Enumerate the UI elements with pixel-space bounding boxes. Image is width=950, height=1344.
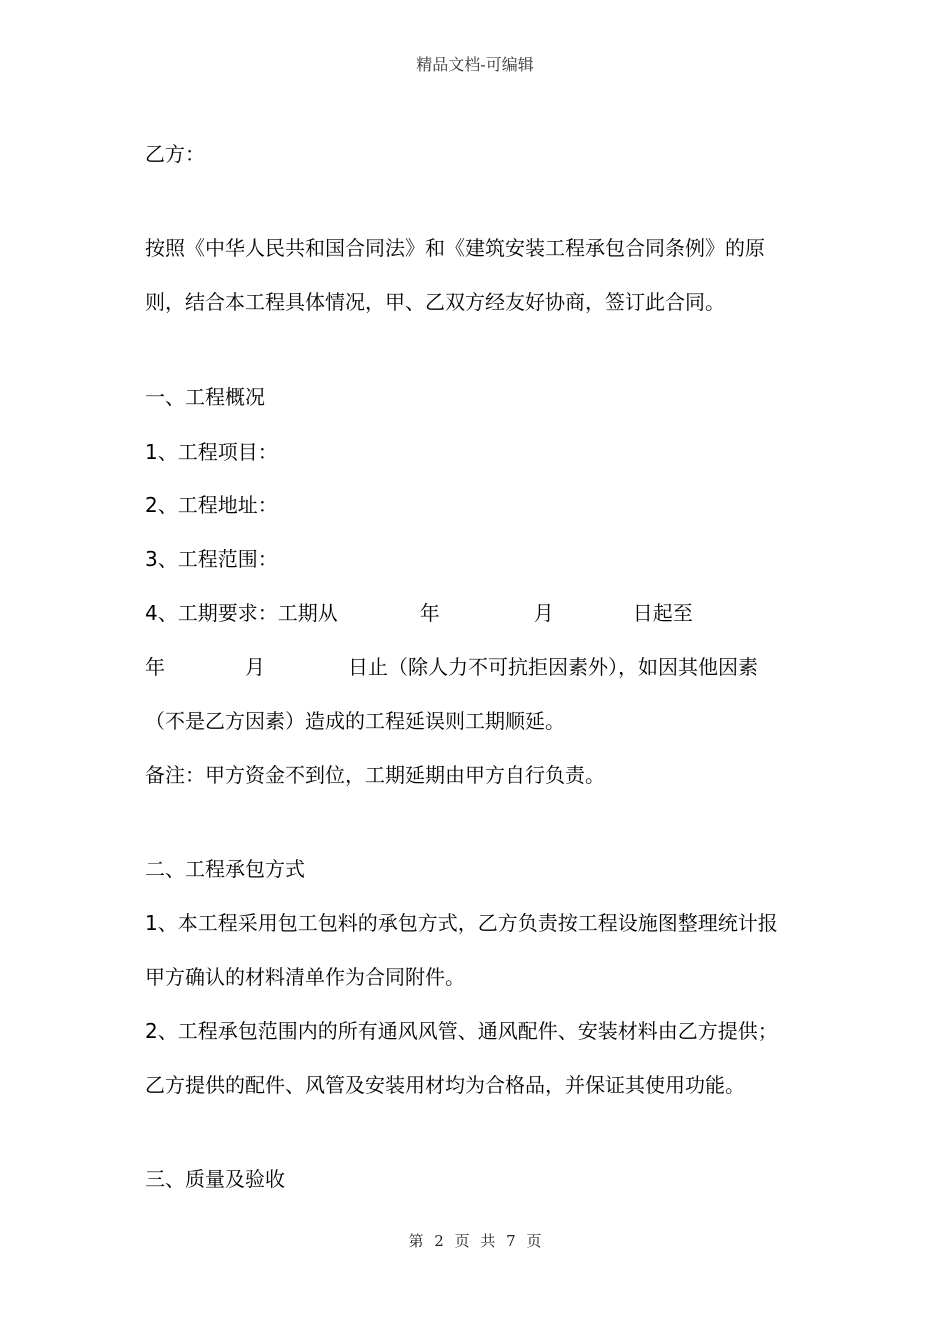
item-4-label: 4、工期要求：工期从 <box>145 601 338 625</box>
item-4-month: 月 <box>533 601 554 625</box>
section-2-item-1-line-1: 1、本工程采用包工包料的承包方式，乙方负责按工程设施图整理统计报 <box>145 911 778 935</box>
intro-line-1: 按照《中华人民共和国合同法》和《建筑安装工程承包合同条例》的原 <box>145 236 765 260</box>
section-3-title: 三、质量及验收 <box>145 1167 285 1191</box>
item-4-cont-year: 年 <box>145 655 165 679</box>
page-footer: 第 2 页 共 7 页 <box>408 1232 542 1250</box>
item-4-day-start: 日起至 <box>632 601 693 625</box>
section-2-title: 二、工程承包方式 <box>145 857 305 881</box>
section-1-item-4-continued <box>145 655 758 679</box>
section-1-note: 备注：甲方资金不到位，工期延期由甲方自行负责。 <box>145 763 605 787</box>
section-2-item-2-line-1: 2、工程承包范围内的所有通风风管、通风配件、安装材料由乙方提供； <box>145 1019 778 1043</box>
section-2-item-2-line-2: 乙方提供的配件、风管及安装用材均为合格品，并保证其使用功能。 <box>145 1073 745 1097</box>
section-1-item-1: 1、工程项目： <box>145 440 278 464</box>
section-1-item-4-continued-2: （不是乙方因素）造成的工程延误则工期顺延。 <box>145 709 565 733</box>
section-1-item-2: 2、工程地址： <box>145 493 278 517</box>
page-header: 精品文档-可编辑 <box>416 55 534 74</box>
item-4-cont-rest: 日止（除人力不可抗拒因素外），如因其他因素 <box>348 655 758 679</box>
section-2-item-1-line-2: 甲方确认的材料清单作为合同附件。 <box>145 965 465 989</box>
section-1-title: 一、工程概况 <box>145 385 265 409</box>
section-1-item-4 <box>145 601 693 625</box>
section-1-item-3: 3、工程范围： <box>145 547 278 571</box>
item-4-cont-month: 月 <box>245 655 265 679</box>
item-4-year: 年 <box>419 601 440 625</box>
intro-line-2: 则，结合本工程具体情况，甲、乙双方经友好协商，签订此合同。 <box>145 290 725 314</box>
party-b-label: 乙方： <box>145 142 205 166</box>
